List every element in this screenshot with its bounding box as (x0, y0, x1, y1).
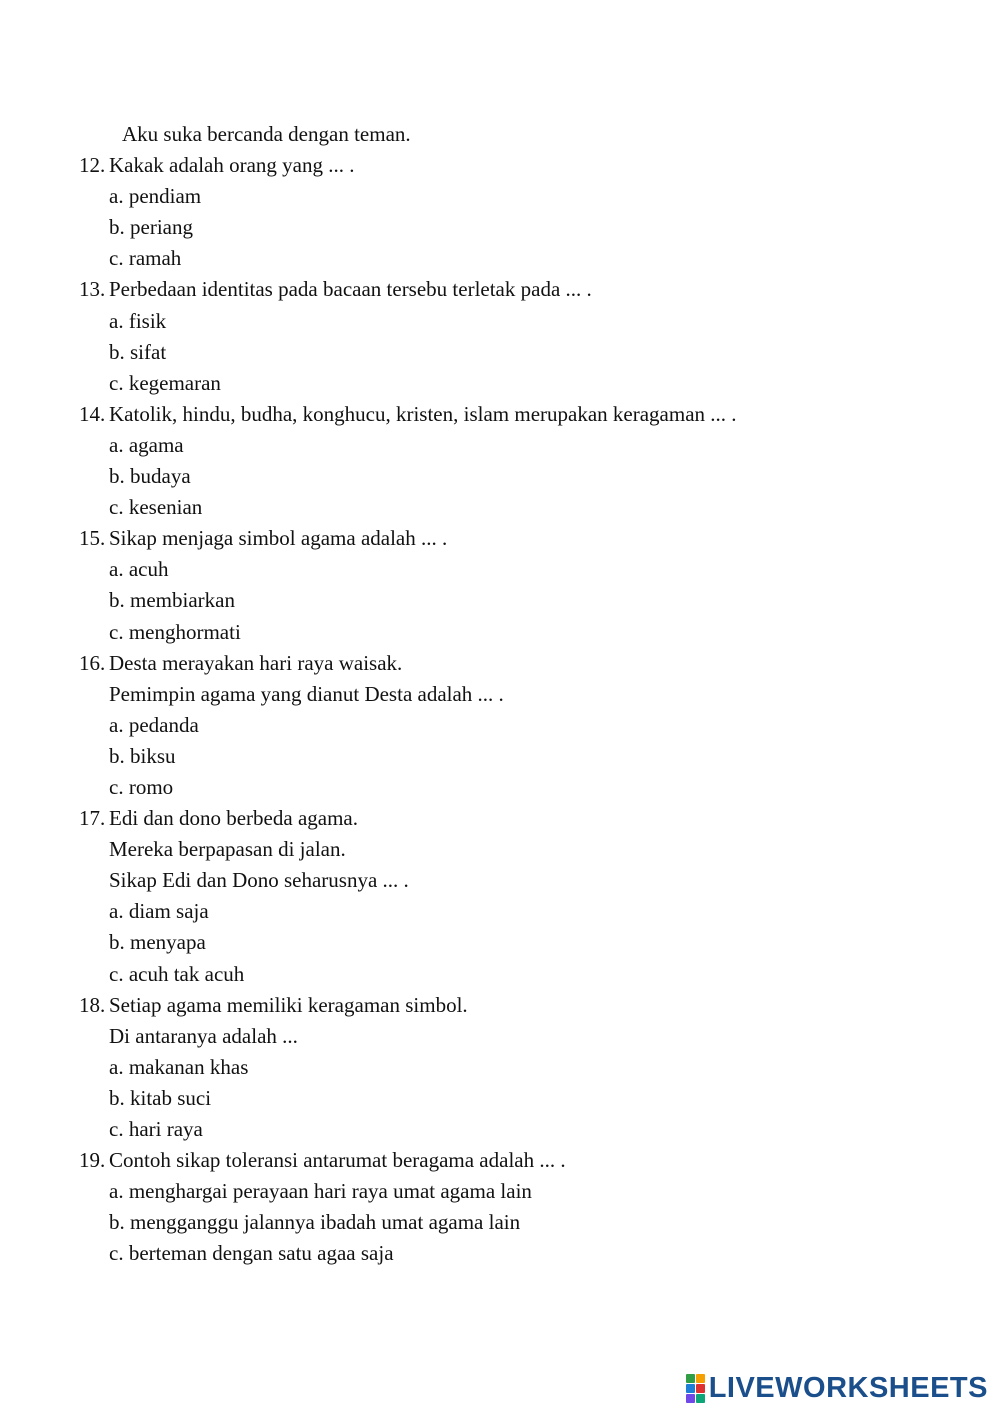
question-15 (0, 523, 1000, 554)
question-text: Perbedaan identitas pada bacaan tersebu terletak pada ... . (109, 277, 592, 302)
question-14 (0, 399, 1000, 430)
question-number: 19. (79, 1148, 106, 1173)
question-16 (0, 648, 1000, 679)
answer-option: c. romo (109, 774, 174, 799)
question-number: 15. (79, 526, 106, 551)
answer-option: a. menghargai perayaan hari raya umat agama lain (109, 1179, 532, 1204)
answer-option: c. acuh tak acuh (109, 961, 245, 986)
liveworksheets-logo-text: LIVEWORKSHEETS (708, 1371, 988, 1404)
answer-option: b. budaya (109, 464, 191, 489)
question-text-continued: Mereka berpapasan di jalan. (109, 837, 346, 862)
answer-option: a. agama (109, 432, 184, 457)
question-12 (0, 150, 1000, 181)
answer-option: b. periang (109, 215, 193, 240)
question-text: Desta merayakan hari raya waisak. (109, 650, 403, 675)
answer-option: b. sifat (109, 339, 167, 364)
answer-option: c. kegemaran (109, 370, 221, 395)
logo-tile (696, 1374, 705, 1383)
logo-tile (696, 1394, 705, 1403)
question-text: Edi dan dono berbeda agama. (109, 806, 358, 831)
question-number: 14. (79, 401, 106, 426)
answer-option: b. membiarkan (109, 588, 235, 613)
liveworksheets-logo-icon (686, 1374, 705, 1403)
question-text-continued: Di antaranya adalah ... (109, 1023, 298, 1048)
answer-option: c. ramah (109, 246, 182, 271)
question-text-continued: Sikap Edi dan Dono seharusnya ... . (109, 868, 409, 893)
question-number: 12. (79, 153, 106, 178)
answer-option: a. pendiam (109, 184, 202, 209)
question-17 (0, 803, 1000, 834)
worksheet-page (0, 119, 1000, 1269)
answer-option: c. kesenian (109, 495, 203, 520)
answer-option: a. diam saja (109, 899, 209, 924)
question-13 (0, 274, 1000, 305)
logo-tile (686, 1394, 695, 1403)
answer-option: b. menyapa (109, 930, 206, 955)
answer-option: b. biksu (109, 743, 176, 768)
logo-tile (686, 1374, 695, 1383)
question-text: Katolik, hindu, budha, konghucu, kristen, islam merupakan keragaman ... . (109, 401, 737, 426)
logo-tile (686, 1384, 695, 1393)
question-text-continued: Pemimpin agama yang dianut Desta adalah ... . (109, 681, 504, 706)
question-18 (0, 990, 1000, 1021)
question-number: 18. (79, 992, 106, 1017)
answer-option: a. fisik (109, 308, 167, 333)
question-number: 16. (79, 650, 106, 675)
intro-line: Aku suka bercanda dengan teman. (122, 122, 411, 146)
answer-option: b. kitab suci (109, 1085, 212, 1110)
liveworksheets-watermark (686, 1371, 988, 1404)
question-text: Setiap agama memiliki keragaman simbol. (109, 992, 468, 1017)
question-text: Kakak adalah orang yang ... . (109, 153, 355, 178)
answer-option: a. makanan khas (109, 1054, 249, 1079)
answer-option: a. acuh (109, 557, 169, 582)
question-19 (0, 1145, 1000, 1176)
answer-option: c. hari raya (109, 1117, 203, 1141)
answer-option: c. berteman dengan satu agaa saja (109, 1241, 394, 1266)
question-number: 13. (79, 277, 106, 302)
question-number: 17. (79, 806, 106, 831)
answer-option: c. menghormati (109, 619, 241, 644)
logo-tile (696, 1384, 705, 1393)
answer-option: a. pedanda (109, 712, 199, 737)
answer-option: b. mengganggu jalannya ibadah umat agama lain (109, 1210, 521, 1235)
question-text: Contoh sikap toleransi antarumat beragama adalah ... . (109, 1148, 566, 1173)
question-text: Sikap menjaga simbol agama adalah ... . (109, 526, 448, 551)
